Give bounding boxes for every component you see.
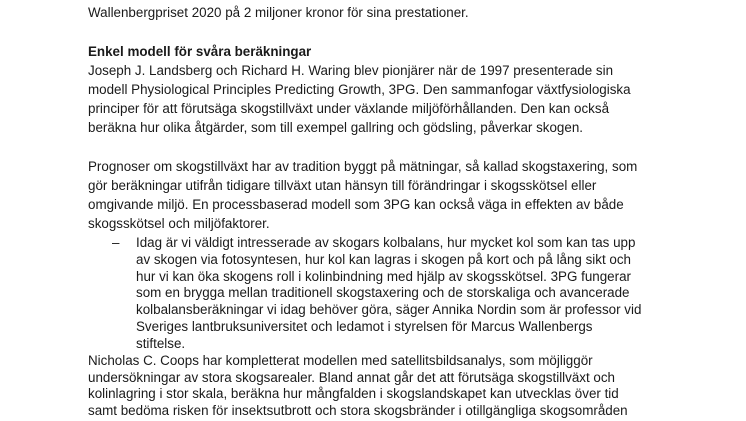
- quote-line: hur vi kan öka skogens roll i kolinbindning med hjälp av skogsskötsel. 3PG fungerar: [136, 268, 631, 284]
- paragraph-3-line: samt bedöma risken för insektsutbrott och stora skogsbränder i otillgängliga skogsområden: [88, 403, 628, 419]
- quote-dash: –: [112, 235, 120, 250]
- paragraph-2-line: skogsskötsel och miljöfaktorer.: [88, 216, 270, 231]
- quote-line: Sveriges lantbruksuniversitet och ledamot i styrelsen för Marcus Wallenbergs: [136, 319, 593, 334]
- paragraph-3-line: kolinlagring i stor skala, beräkna hur mångfalden i skogslandskapet kan utvecklas över tid: [88, 386, 619, 402]
- paragraph-2-line: omgivande miljö. En processbaserad modell som 3PG kan också väga in effekten av både: [88, 197, 624, 212]
- paragraph-1-line: principer för att förutsäga skogstillväxt under växlande miljöförhållanden. Den kan också: [88, 101, 610, 116]
- quote-line: av skogen via fotosyntesen, hur kol kan lagras i skogen på kort och på lång sikt och: [136, 251, 631, 267]
- quote-line: stiftelse.: [136, 335, 186, 351]
- paragraph-2-line: Prognoser om skogstillväxt har av tradition byggt på mätningar, så kallad skogstaxering, som: [88, 159, 638, 174]
- paragraph-3-line: undersökningar av stora skogsarealer. Bland annat går det att förutsäga skogstillväxt och: [88, 369, 616, 385]
- section-heading: Enkel modell för svåra beräkningar: [88, 44, 312, 59]
- top-fragment-line: Wallenbergpriset 2020 på 2 miljoner kronor för sina prestationer.: [88, 5, 469, 20]
- paragraph-3-line: Nicholas C. Coops har kompletterat modellen med satellitsbildsanalys, som möjliggör: [88, 352, 593, 368]
- paragraph-2-line: gör beräkningar utifrån tidigare tillväxt utan hänsyn till förändringar i skogsskötsel eller: [88, 178, 597, 193]
- quote-line: Idag är vi väldigt intresserade av skogars kolbalans, hur mycket kol som kan tas upp: [136, 235, 636, 250]
- quote-line: som en brygga mellan traditionell skogstaxering och de storskaliga och avancerade: [136, 285, 630, 301]
- paragraph-1-line: Joseph J. Landsberg och Richard H. Waring blev pionjärer när de 1997 presenterade sin: [88, 63, 614, 78]
- paragraph-1-line: modell Physiological Principles Predicting Growth, 3PG. Den sammanfogar växtfysiologiska: [88, 82, 631, 97]
- paragraph-1-line: beräkna hur olika åtgärder, som till exempel gallring och gödsling, påverkar skogen.: [88, 120, 583, 135]
- quote-line: kolbalansberäkningar vi idag behöver göra, säger Annika Nordin som är professor vid: [136, 302, 642, 318]
